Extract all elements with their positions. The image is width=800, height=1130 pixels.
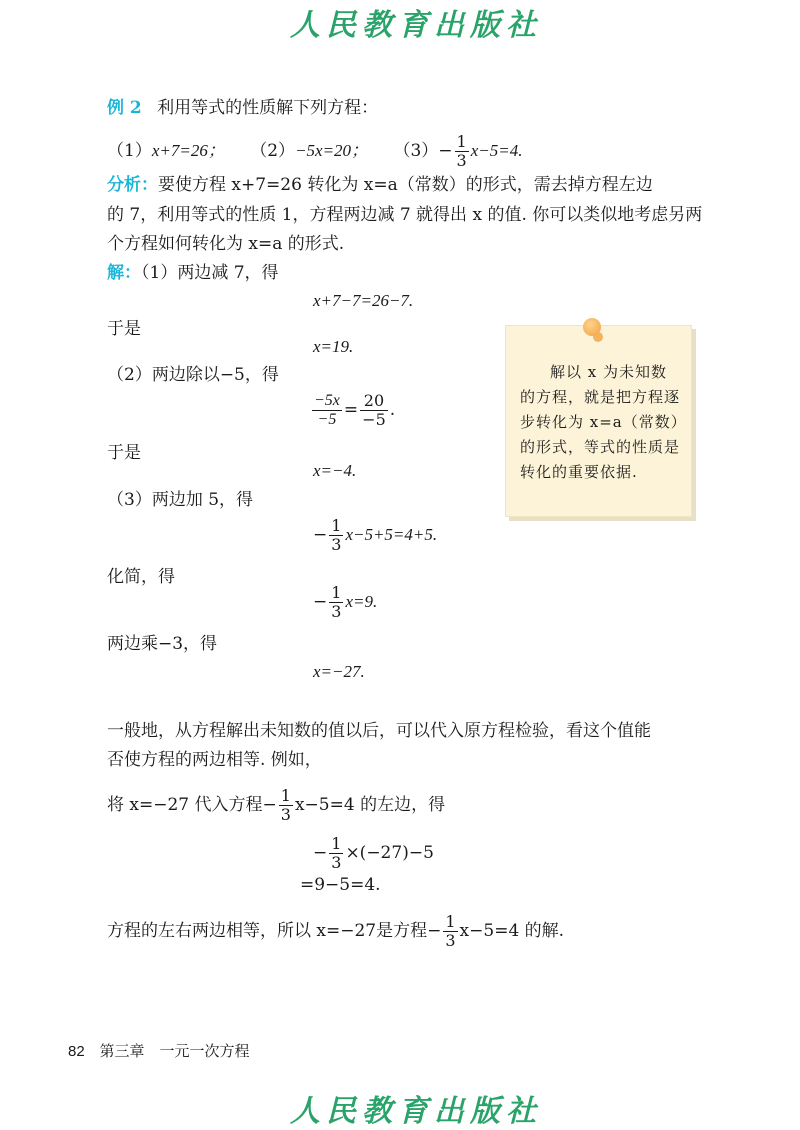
analysis-line-3: 个方程如何转化为 x=a 的形式.: [107, 234, 345, 254]
check-paragraph-line-2: 否使方程的两边相等. 例如，: [107, 750, 322, 770]
solution-step-3-simplified-equation: − $\frac{1}{3}$ x=9.: [313, 583, 378, 621]
solution-step-3-multiply: 两边乘−3，得: [107, 634, 218, 654]
substitution-sentence: 将 x=−27 代入方程− $\frac{1}{3}$ x−5=4 的左边，得: [107, 786, 446, 824]
problem-2: −5x=20；: [295, 141, 369, 160]
publisher-logo-top: 人民教育出版社: [290, 8, 542, 43]
problem-3-number: （3）: [393, 141, 439, 161]
check-calc-line-2: =9−5=4.: [300, 875, 381, 895]
page-number: 82: [68, 1043, 85, 1060]
solution-step-1-equation: x+7−7=26−7.: [313, 291, 414, 310]
problem-1: x+7=26；: [151, 141, 225, 160]
pushpin-icon: [583, 318, 601, 336]
solution-step-3-simplify: 化简，得: [107, 567, 175, 587]
solution-step-2-intro: （2）两边除以−5，得: [107, 365, 279, 385]
problem-3-fraction: $\frac{1}{3}$: [456, 132, 467, 170]
solution-step-1-intro: 解：（1）两边减 7，得: [107, 263, 279, 283]
step-3-fraction: $\frac{1}{3}$: [331, 516, 342, 554]
solution-step-2-equation: $\frac{-5x}{-5}$ = $\frac{20}{-5}$ .: [314, 391, 396, 429]
conclusion-sentence: 方程的左右两边相等，所以 x=−27是方程− $\frac{1}{3}$ x−5=4 的解.: [107, 912, 565, 950]
solution-step-1-result: x=19.: [313, 337, 354, 356]
analysis-line-1: [107, 173, 653, 197]
step-2-fraction-left: $\frac{-5x}{-5}$: [314, 392, 340, 428]
example-label: 例 2: [107, 98, 142, 118]
problem-2-number: （2）: [250, 141, 296, 161]
solution-step-2-then: 于是: [107, 443, 141, 463]
analysis-line-2: 的 7，利用等式的性质 1，方程两边减 7 就得出 x 的值. 你可以类似地考虑另两: [107, 205, 703, 225]
publisher-logo-bottom: 人民教育出版社: [290, 1094, 542, 1129]
example-heading: [107, 96, 378, 120]
margin-note-text: 解以 x 为未知数的方程，就是把方程逐步转化为 x=a（常数）的形式，等式的性质是转化的重要依据.: [520, 363, 681, 481]
check-calc-line-1: − $\frac{1}{3}$ ×(−27)−5: [313, 834, 434, 872]
problem-3-rest: x−5=4.: [470, 141, 523, 160]
analysis-label: 分析：: [107, 175, 158, 195]
check-calc-fraction: $\frac{1}{3}$: [331, 834, 342, 872]
example-title: 利用等式的性质解下列方程：: [157, 98, 379, 118]
substitution-fraction: $\frac{1}{3}$: [280, 786, 291, 824]
check-paragraph-line-1: 一般地，从方程解出未知数的值以后，可以代入原方程检验，看这个值能: [107, 721, 651, 741]
problem-list: [107, 133, 522, 170]
solution-step-3-intro: （3）两边加 5，得: [107, 490, 254, 510]
step-3-simplified-fraction: $\frac{1}{3}$: [331, 583, 342, 621]
solution-step-3-equation: − $\frac{1}{3}$ x−5+5=4+5.: [313, 516, 438, 554]
problem-1-number: （1）: [107, 141, 152, 161]
conclusion-fraction: $\frac{1}{3}$: [445, 912, 456, 950]
problem-3-minus: −: [438, 141, 453, 161]
solution-label: 解：: [107, 263, 141, 283]
analysis-text-1: 要使方程 x+7=26 转化为 x=a（常数）的形式，需去掉方程左边: [158, 175, 653, 195]
solution-step-1-then: 于是: [107, 319, 141, 339]
page-footer: [68, 1040, 249, 1061]
solution-step-2-result: x=−4.: [313, 461, 357, 480]
solution-step-3-result: x=−27.: [313, 662, 365, 681]
chapter-title: 第三章 一元一次方程: [99, 1042, 250, 1060]
step-2-fraction-right: $\frac{20}{-5}$: [362, 391, 386, 429]
